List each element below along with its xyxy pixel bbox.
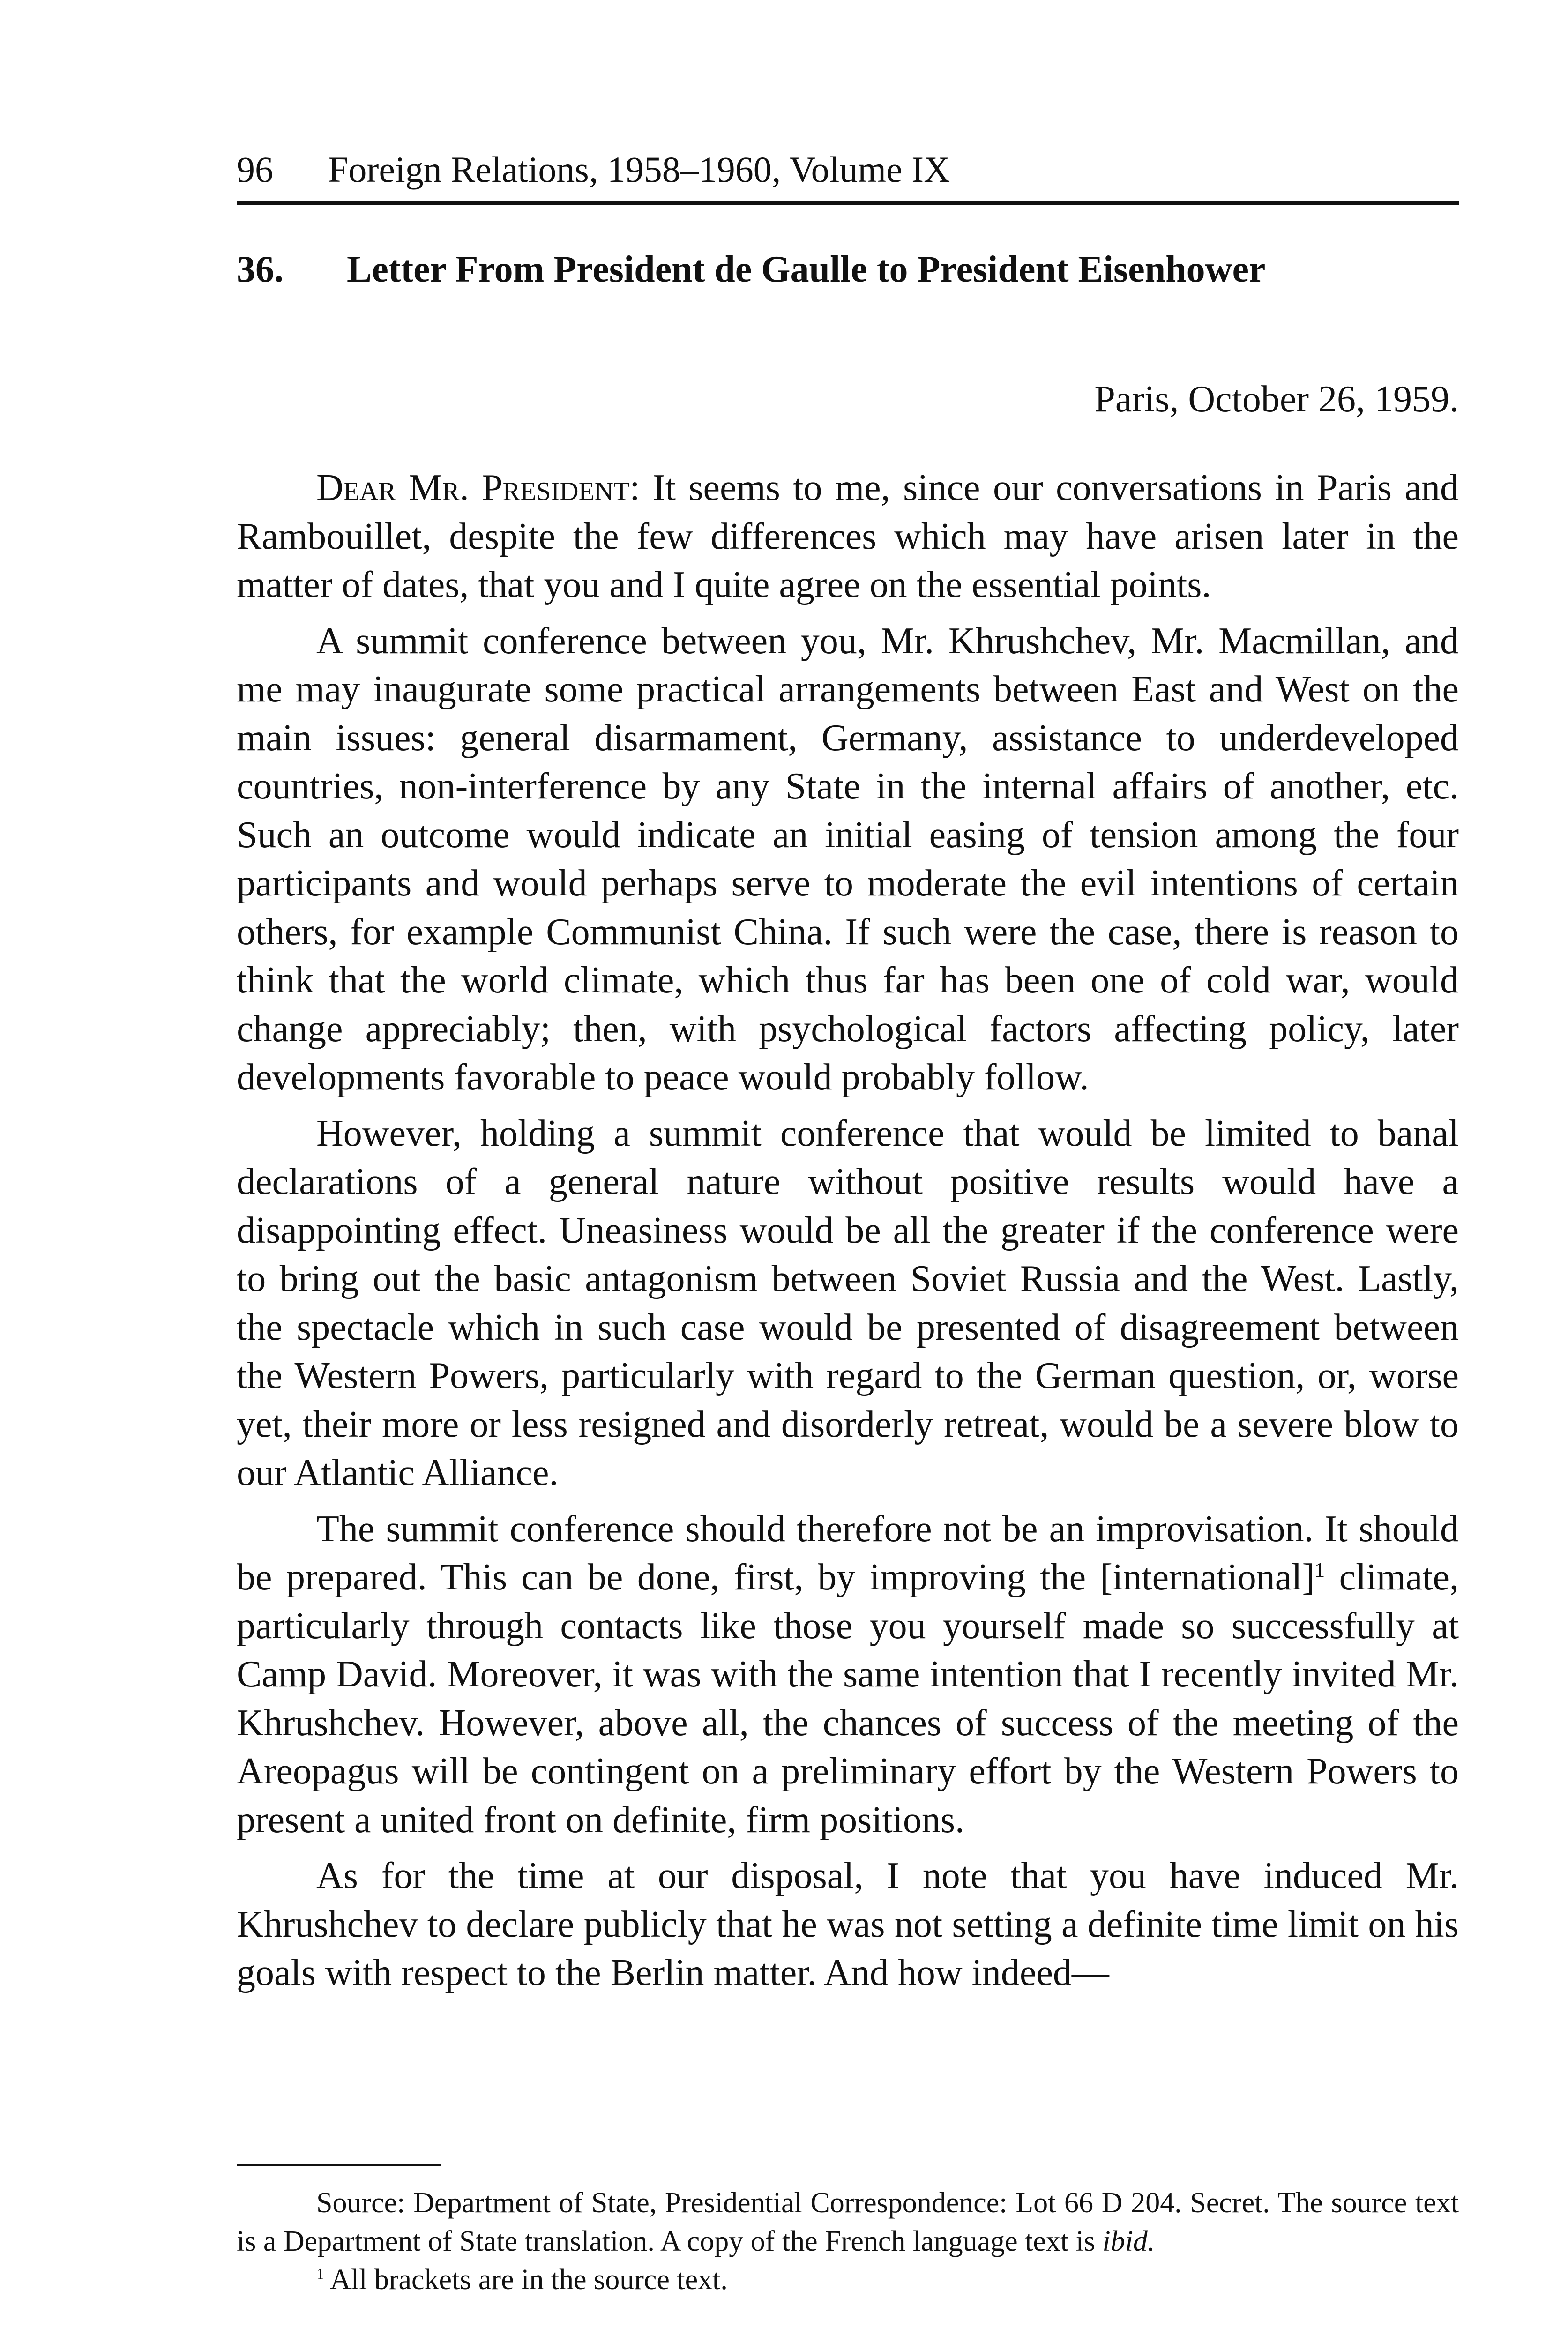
paragraph-3: However, holding a summit conference that would be limited to banal declarations of a general nature without positive results would have a disappointing effect. Uneasiness would be all the greater if the conference were to bring out the basic antagonism between Soviet Russia and the West. Lastly, the spectacle which in such case would be presented of disagreement between the Western Powers, particularly with regard to the German question, or, worse yet, their more or less resigned and disorderly retreat, would be a severe blow to our Atlantic Alliance. <box>237 1112 1459 1493</box>
header-rule <box>237 201 1459 205</box>
letter-body <box>237 464 1459 2005</box>
document-title-text: Letter From President de Gaulle to President Eisenhower <box>347 249 1266 290</box>
paragraph-5: As for the time at our disposal, I note that you have induced Mr. Khrushchev to declare publicly that he was not setting a definite time limit on his goals with respect to the Berlin matter. And how indeed— <box>237 1855 1459 1993</box>
paragraph-1 <box>237 464 1459 610</box>
salutation-president: President <box>482 467 630 508</box>
paragraph-4 <box>237 1505 1459 1845</box>
salutation-mr: Mr. <box>409 467 469 508</box>
source-note <box>237 2184 1459 2261</box>
paragraph-1-text: It seems to me, since our conversations in Paris and Rambouillet, despite the few differences which may have arisen later in the matter of dates, that you and I quite agree on the essential points. <box>237 467 1459 605</box>
footnote-ref-1: 1 <box>1314 1558 1325 1582</box>
dateline: Paris, October 26, 1959. <box>1094 379 1459 420</box>
document-title <box>237 244 1459 295</box>
footnote-1 <box>237 2261 1459 2299</box>
page-number: 96 <box>237 149 273 190</box>
paragraph-2: A summit conference between you, Mr. Khrushchev, Mr. Macmillan, and me may inaugurate some practical arrangements between East and West on the main issues: general disarmament, Germany, assistance to underdeveloped countries, non-interference by any State in the internal affairs of another, etc. Such an outcome would indicate an initial easing of tension among the four participants and would perhaps serve to moderate the evil intentions of certain others, for example Communist China. If such were the case, there is reason to think that the world climate, which thus far has been one of cold war, would change appreciably; then, with psychological factors affecting policy, later developments favorable to peace would probably follow. <box>237 620 1459 1098</box>
paragraph-4-text-b: climate, particularly through contacts like those you yourself made so successfully at Camp David. Moreover, it was with the same intention that I recently invited Mr. Khrushchev. However, above all, the chances of success of the meeting of the Areopagus will be contingent on a preliminary effort by the Western Powers to present a united front on definite, firm positions. <box>237 1557 1459 1841</box>
document-number: 36. <box>237 249 284 290</box>
paragraph-4-text-a: The summit conference should therefore not be an improvisation. It should be prepared. This can be done, first, by improving the [international] <box>237 1508 1459 1598</box>
source-note-text: Source: Department of State, Presidential Correspondence: Lot 66 D 204. Secret. The source text is a Department of State translation. A copy of the French language text is <box>237 2187 1459 2257</box>
footnotes <box>237 2184 1459 2299</box>
source-note-ibid: ibid. <box>1102 2225 1155 2257</box>
footnote-1-text: All brackets are in the source text. <box>324 2264 728 2296</box>
salutation-colon: : <box>629 467 640 508</box>
salutation-dear: Dear <box>316 467 396 508</box>
footnote-rule <box>237 2164 441 2166</box>
running-title: Foreign Relations, 1958–1960, Volume IX <box>328 149 950 190</box>
footnote-1-marker: 1 <box>316 2265 325 2283</box>
running-head <box>237 146 1459 193</box>
